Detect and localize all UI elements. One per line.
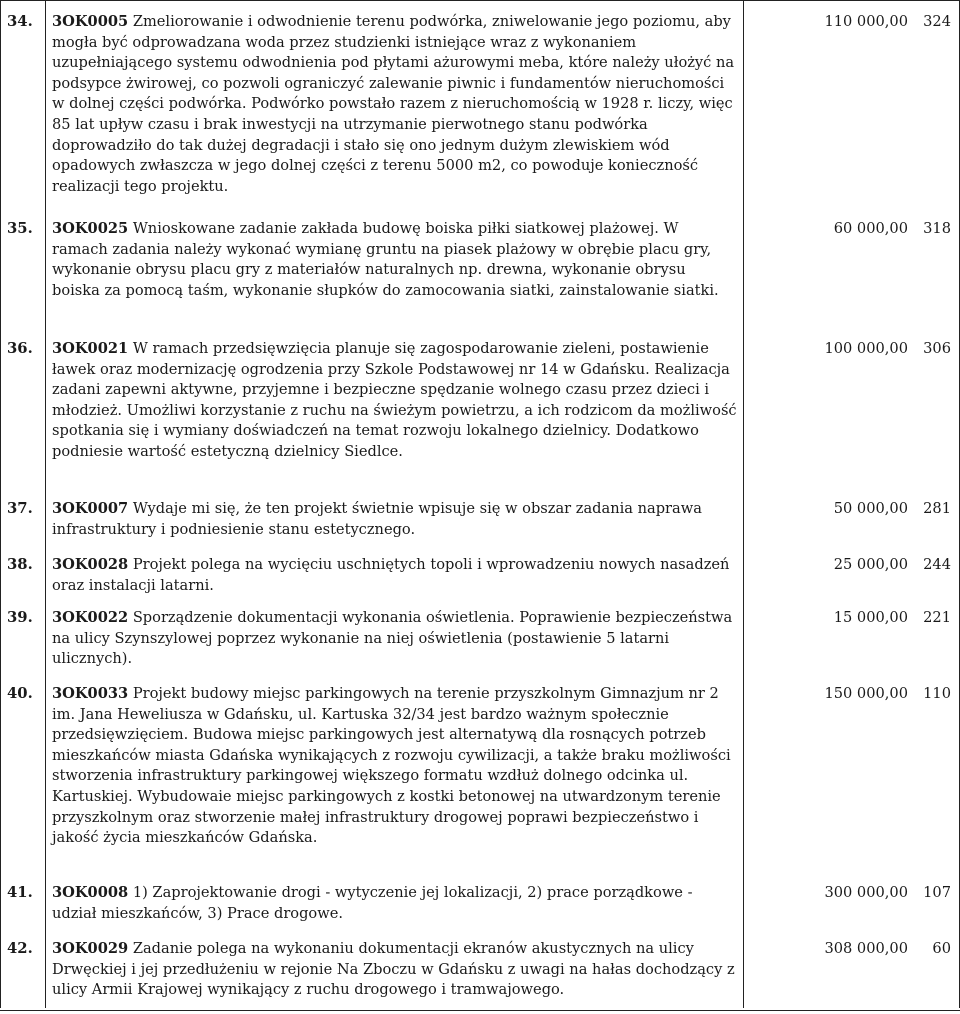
- row-number: 39.: [0, 597, 46, 673]
- project-description: [46, 328, 744, 488]
- project-text: Zmeliorowanie i odwodnienie terenu podwórka, zniwelowanie jego poziomu, aby mogła być odprowadzana woda przez studzienki istniejące wraz z wykonaniem uzupełniającego systemu odwodnienia pod płytami ażurowymi meba, które należy ułożyć na podsypce żwirowej, co pozwoli ograniczyć zalewanie piwnic i fundamentów nieruchomości w dolnej części podwórka. Podwórko powstało razem z nieruchomością w 1928 r. liczy, więc 85 lat upływ czasu i brak inwestycji na utrzymanie pierwotnego stanu podwórka doprowadziło do tak dużej degradacji i stało się ono jednym dużym zlewiskiem wód opadowych zwłaszcza w jego dolnej części z terenu 5000 m2, co powoduje konieczność realizacji tego projektu.: [52, 13, 735, 195]
- table-row: [0, 328, 960, 488]
- table-row: [0, 597, 960, 673]
- row-number: 41.: [0, 872, 46, 928]
- project-votes: 244: [908, 544, 960, 597]
- table-bottom-border: [0, 1010, 960, 1011]
- table-row: [0, 928, 960, 1008]
- project-code: 3OK0022: [52, 609, 129, 626]
- project-text: Sporządzenie dokumentacji wykonania oświetlenia. Poprawienie bezpieczeństwa na ulicy Szynszylowej poprzez wykonanie na niej oświetlenia (postawienie 5 latarni ulicznych).: [52, 609, 733, 668]
- project-text: Projekt budowy miejsc parkingowych na terenie przyszkolnym Gimnazjum nr 2 im. Jana Heweliusza w Gdańsku, ul. Kartuska 32/34 jest bardzo ważnym społecznie przedsięwzięciem. Budowa miejsc parkingowych jest alternatywą dla rosnących potrzeb mieszkańców miasta Gdańska wynikających z rozwoju cywilizacji, a także braku możliwości stworzenia infrastruktury parkingowej większego formatu wzdłuż dolnego odcinka ul. Kartuskiej. Wybudowaie miejsc parkingowych z kostki betonowej na utwardzonym terenie przyszkolnym oraz stworzenie małej infrastruktury drogowej poprawi bezpieczeństwo i jakość życia mieszkańców Gdańska.: [52, 685, 731, 847]
- table-row: [0, 673, 960, 872]
- row-number: 34.: [0, 0, 46, 208]
- project-votes: 221: [908, 597, 960, 673]
- project-amount: 100 000,00: [824, 340, 908, 357]
- project-votes: 318: [908, 208, 960, 328]
- project-text: Wydaje mi się, że ten projekt świetnie wpisuje się w obszar zadania naprawa infrastruktury i podniesienie stanu estetycznego.: [52, 500, 702, 538]
- table-row: [0, 208, 960, 328]
- project-code: 3OK0008: [52, 884, 129, 901]
- project-votes: 281: [908, 488, 960, 544]
- project-amount: 60 000,00: [833, 220, 908, 237]
- project-amount: 150 000,00: [824, 685, 908, 702]
- table-row: [0, 872, 960, 928]
- table-row: [0, 544, 960, 597]
- row-number: 40.: [0, 673, 46, 872]
- project-text: Projekt polega na wycięciu uschniętych topoli i wprowadzeniu nowych nasadzeń oraz instalacji latarni.: [52, 556, 730, 594]
- row-number: 36.: [0, 328, 46, 488]
- row-number: 35.: [0, 208, 46, 328]
- project-amount: 308 000,00: [824, 940, 908, 957]
- row-number: 37.: [0, 488, 46, 544]
- project-description: [46, 597, 744, 673]
- project-code: 3OK0028: [52, 556, 129, 573]
- project-votes: 107: [908, 872, 960, 928]
- table-row: [0, 0, 960, 208]
- row-number: 42.: [0, 928, 46, 1008]
- project-text: W ramach przedsięwzięcia planuje się zagospodarowanie zieleni, postawienie ławek oraz modernizację ogrodzenia przy Szkole Podstawowej nr 14 w Gdańsku. Realizacja zadani zapewni aktywne, przyjemne i bezpieczne spędzanie wolnego czasu przez dzieci i młodzież. Umożliwi korzystanie z ruchu na świeżym powietrzu, a ich rodzicom da możliwość spotkania się i wymiany doświadczeń na temat rozwoju lokalnego dzielnicy. Dodatkowo podniesie wartość estetyczną dzielnicy Siedlce.: [52, 340, 737, 460]
- project-votes: 110: [908, 673, 960, 872]
- project-code: 3OK0021: [52, 340, 129, 357]
- project-votes: 306: [908, 328, 960, 488]
- project-amount: 15 000,00: [833, 609, 908, 626]
- project-votes: 60: [908, 928, 960, 1008]
- table-row: [0, 488, 960, 544]
- project-amount: 50 000,00: [833, 500, 908, 517]
- project-text: Zadanie polega na wykonaniu dokumentacji ekranów akustycznych na ulicy Drwęckiej i jej przedłużeniu w rejonie Na Zboczu w Gdańsku z uwagi na hałas dochodzący z ulicy Armii Krajowej wynikający z ruchu drogowego i tramwajowego.: [52, 940, 735, 999]
- project-description: [46, 928, 744, 1008]
- row-number: 38.: [0, 544, 46, 597]
- project-code: 3OK0025: [52, 220, 129, 237]
- project-code: 3OK0005: [52, 13, 129, 30]
- project-code: 3OK0029: [52, 940, 129, 957]
- project-amount: 25 000,00: [833, 556, 908, 573]
- project-description: [46, 673, 744, 872]
- project-description: [46, 208, 744, 328]
- project-description: [46, 0, 744, 208]
- project-votes: 324: [908, 0, 960, 208]
- project-description: [46, 872, 744, 928]
- project-description: [46, 544, 744, 597]
- project-amount: 300 000,00: [824, 884, 908, 901]
- project-amount: 110 000,00: [744, 0, 908, 208]
- project-code: 3OK0007: [52, 500, 129, 517]
- project-text: Wnioskowane zadanie zakłada budowę boiska piłki siatkowej plażowej. W ramach zadania należy wykonać wymianę gruntu na piasek plażowy w obrębie placu gry, wykonanie obrysu placu gry z materiałów naturalnych np. drewna, wykonanie obrysu boiska za pomocą taśm, wykonanie słupków do zamocowania siatki, zainstalowanie siatki.: [52, 220, 719, 299]
- project-description: [46, 488, 744, 544]
- project-text: 1) Zaprojektowanie drogi - wytyczenie jej lokalizacji, 2) prace porządkowe - udział mieszkańców, 3) Prace drogowe.: [52, 884, 693, 922]
- project-code: 3OK0033: [52, 685, 129, 702]
